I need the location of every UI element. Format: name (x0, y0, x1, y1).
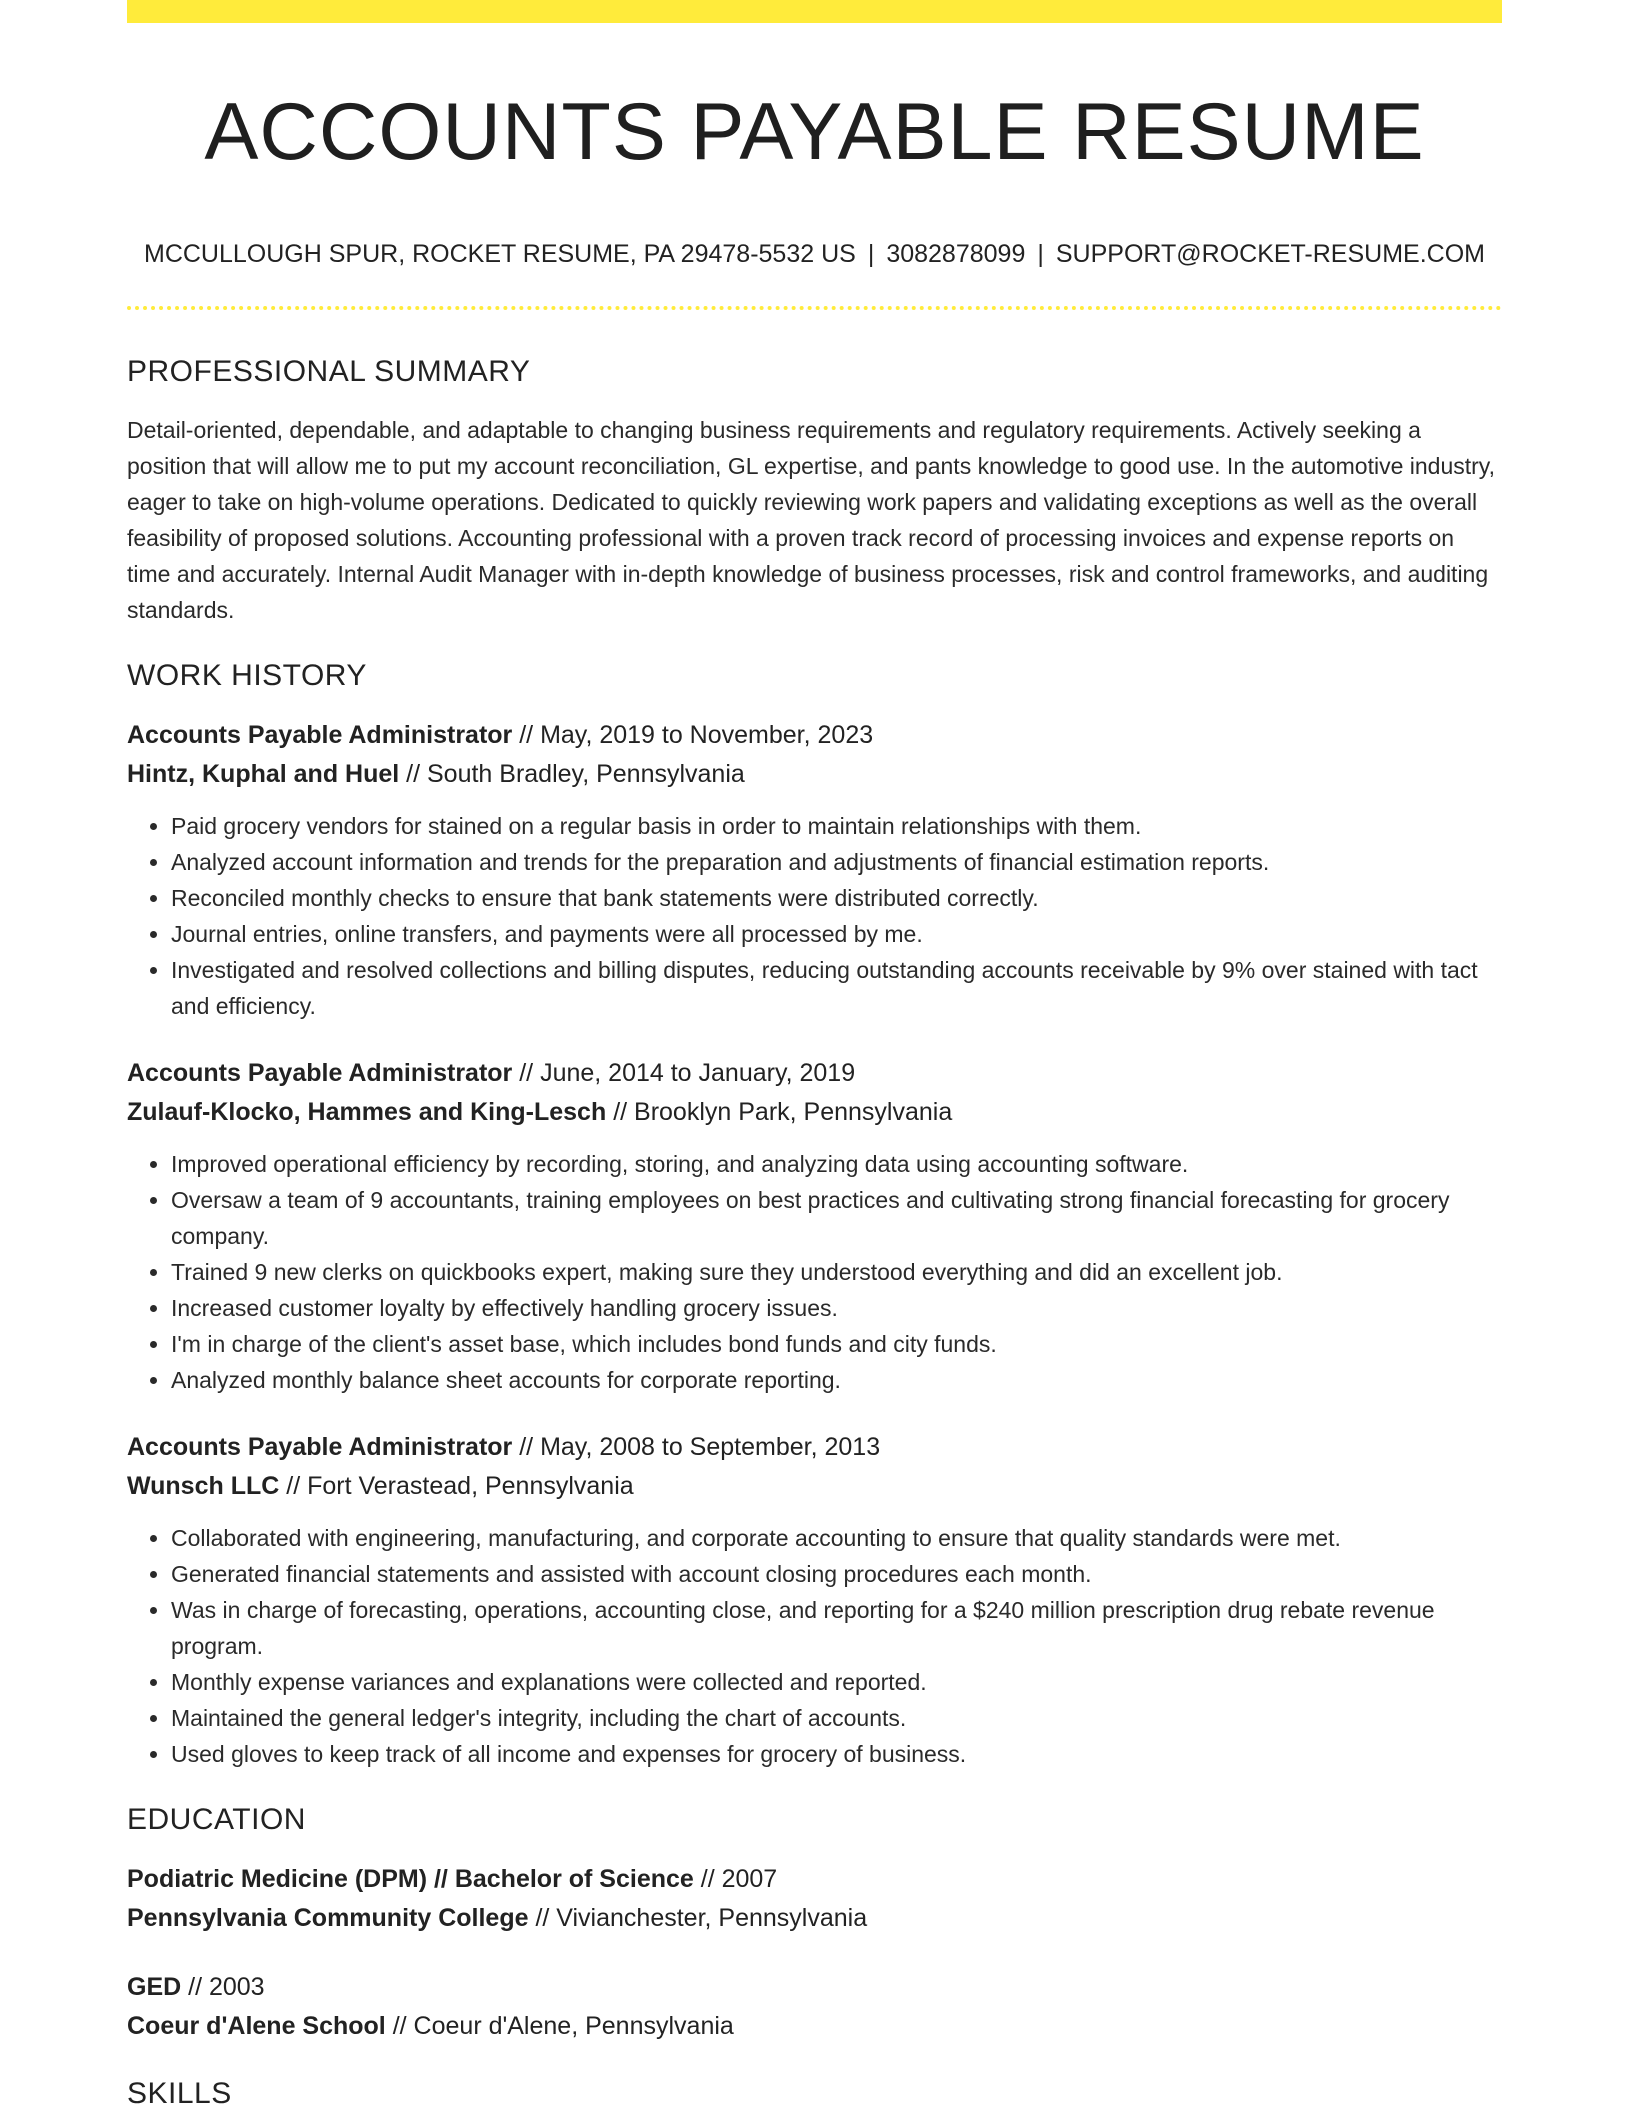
job-entry (127, 1054, 1502, 1398)
contact-email: SUPPORT@ROCKET-RESUME.COM (1055, 240, 1485, 268)
job-bullets (127, 1520, 1502, 1772)
education-degree: Podiatric Medicine (DPM) // Bachelor of Science (127, 1865, 694, 1893)
dotted-divider (127, 306, 1502, 310)
summary-section (127, 352, 1502, 628)
contact-phone: 3082878099 (886, 240, 1026, 268)
job-company-line (127, 1093, 1502, 1132)
job-bullet: • I'm in charge of the client's asset base, which includes bond funds and city funds. (171, 1326, 1502, 1362)
education-heading: EDUCATION (127, 1803, 306, 1836)
education-degree-line (127, 1968, 1502, 2007)
job-dates: // May, 2019 to November, 2023 (512, 721, 874, 749)
education-school: Coeur d'Alene School (127, 2012, 386, 2040)
job-title-line (127, 716, 1502, 755)
job-entry (127, 1428, 1502, 1772)
education-location: // Coeur d'Alene, Pennsylvania (385, 2012, 734, 2040)
job-bullet: • Journal entries, online transfers, and payments were all processed by me. (171, 916, 1502, 952)
contact-separator: | (1037, 240, 1044, 268)
job-bullets (127, 808, 1502, 1024)
summary-heading: PROFESSIONAL SUMMARY (127, 355, 531, 388)
job-bullet: • Oversaw a team of 9 accountants, training employees on best practices and cultivating strong financial forecasting for grocery company. (171, 1182, 1502, 1254)
job-company: Zulauf-Klocko, Hammes and King-Lesch (127, 1098, 607, 1126)
education-degree-line (127, 1860, 1502, 1899)
job-bullet: • Monthly expense variances and explanations were collected and reported. (171, 1664, 1502, 1700)
job-location: // Brooklyn Park, Pennsylvania (606, 1098, 953, 1126)
job-bullet: • Was in charge of forecasting, operations, accounting close, and reporting for a $240 million prescription drug rebate revenue program. (171, 1592, 1502, 1664)
accent-top-bar (127, 0, 1502, 23)
education-section (127, 1800, 1502, 2046)
job-bullet: • Paid grocery vendors for stained on a regular basis in order to maintain relationships with them. (171, 808, 1502, 844)
job-bullet: • Analyzed account information and trends for the preparation and adjustments of financial estimation reports. (171, 844, 1502, 880)
work-history-heading: WORK HISTORY (127, 659, 367, 692)
job-title: Accounts Payable Administrator (127, 1059, 513, 1087)
contact-separator: | (867, 240, 875, 268)
job-title-line (127, 1428, 1502, 1467)
job-company: Hintz, Kuphal and Huel (127, 760, 400, 788)
education-degree: GED (127, 1973, 182, 2001)
job-bullet: • Used gloves to keep track of all income and expenses for grocery of business. (171, 1736, 1502, 1772)
job-bullet: • Collaborated with engineering, manufacturing, and corporate accounting to ensure that quality standards were met. (171, 1520, 1502, 1556)
education-school-line (127, 2007, 1502, 2046)
skills-section (127, 2074, 1502, 2114)
job-bullet: • Investigated and resolved collections and billing disputes, reducing outstanding accounts receivable by 9% over stained with tact and efficiency. (171, 952, 1502, 1024)
page-title: ACCOUNTS PAYABLE RESUME (204, 87, 1425, 177)
job-bullet: • Increased customer loyalty by effectively handling grocery issues. (171, 1290, 1502, 1326)
education-entry (127, 1968, 1502, 2046)
job-entry (127, 716, 1502, 1024)
job-bullet: • Maintained the general ledger's integrity, including the chart of accounts. (171, 1700, 1502, 1736)
education-year: // 2007 (693, 1865, 778, 1893)
education-year: // 2003 (181, 1973, 265, 2001)
resume-content (127, 352, 1502, 2114)
job-location: // Fort Verastead, Pennsylvania (279, 1472, 634, 1500)
job-company-line (127, 755, 1502, 794)
job-title-line (127, 1054, 1502, 1093)
education-school-line (127, 1899, 1502, 1938)
job-company-line (127, 1467, 1502, 1506)
job-bullet: • Reconciled monthly checks to ensure that bank statements were distributed correctly. (171, 880, 1502, 916)
education-location: // Vivianchester, Pennsylvania (528, 1904, 868, 1932)
summary-text: Detail-oriented, dependable, and adaptable to changing business requirements and regulatory requirements. Actively seeking a position that will allow me to put my account reconciliation, GL expertise, and pants knowledge to good use. In the automotive industry, eager to take on high-volume operations. Dedicated to quickly reviewing work papers and validating exceptions as well as the overall feasibility of proposed solutions. Accounting professional with a proven track record of processing invoices and expense reports on time and accurately. Internal Audit Manager with in-depth knowledge of business processes, risk and control frameworks, and auditing standards. (127, 417, 1495, 623)
job-bullet: • Analyzed monthly balance sheet accounts for corporate reporting. (171, 1362, 1502, 1398)
education-school: Pennsylvania Community College (127, 1904, 529, 1932)
job-bullets (127, 1146, 1502, 1398)
job-bullet: • Improved operational efficiency by recording, storing, and analyzing data using accounting software. (171, 1146, 1502, 1182)
job-dates: // June, 2014 to January, 2019 (512, 1059, 856, 1087)
contact-line (127, 238, 1502, 270)
work-history-section (127, 656, 1502, 1772)
job-bullet: • Generated financial statements and assisted with account closing procedures each month. (171, 1556, 1502, 1592)
job-bullet: • Trained 9 new clerks on quickbooks expert, making sure they understood everything and did an excellent job. (171, 1254, 1502, 1290)
education-entry (127, 1860, 1502, 1938)
job-location: // South Bradley, Pennsylvania (399, 760, 745, 788)
skills-heading: SKILLS (127, 2077, 232, 2110)
job-dates: // May, 2008 to September, 2013 (512, 1433, 881, 1461)
job-title: Accounts Payable Administrator (127, 721, 513, 749)
job-title: Accounts Payable Administrator (127, 1433, 513, 1461)
contact-address: MCCULLOUGH SPUR, ROCKET RESUME, PA 29478-5532 US (144, 240, 856, 268)
job-company: Wunsch LLC (127, 1472, 280, 1500)
